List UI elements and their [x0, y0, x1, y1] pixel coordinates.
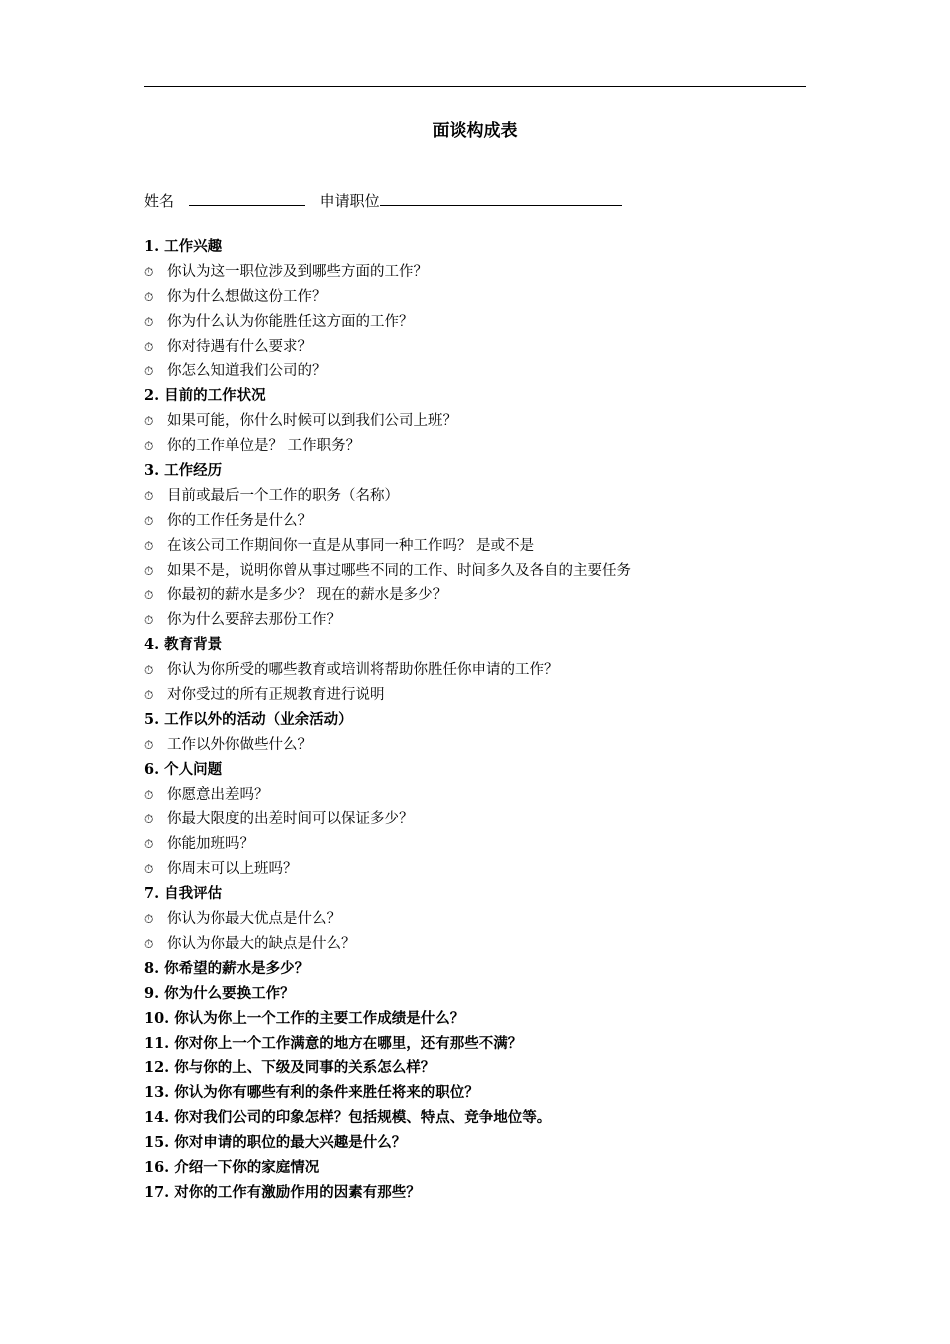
question-text: 你认为你所受的哪些教育或培训将帮助你胜任你申请的工作？ [167, 662, 559, 679]
section-heading: 17. 对你的工作有激励作用的因素有那些？ [144, 1183, 421, 1201]
question-item [144, 484, 824, 509]
question-text: 你为什么认为你能胜任这方面的工作？ [167, 313, 414, 330]
section-heading: 14. 你对我们公司的印象怎样？包括规模、特点、竞争地位等。 [144, 1109, 552, 1127]
section-heading: 2. 目前的工作状况 [144, 387, 266, 405]
question-item [144, 608, 824, 633]
question-item [144, 509, 824, 534]
clock-bullet-icon: ⏱ [144, 364, 154, 379]
question-text: 你认为你最大优点是什么？ [167, 911, 341, 928]
question-text: 你愿意出差吗？ [167, 786, 269, 803]
clock-bullet-icon: ⏱ [144, 538, 154, 553]
clock-bullet-icon: ⏱ [144, 314, 154, 329]
section-heading: 1. 工作兴趣 [144, 238, 223, 255]
question-item [144, 335, 824, 360]
question-item [144, 857, 824, 882]
clock-bullet-icon: ⏱ [144, 488, 154, 503]
clock-bullet-icon: ⏱ [144, 812, 154, 827]
question-item [144, 683, 824, 708]
question-text: 对你受过的所有正规教育进行说明 [167, 687, 385, 704]
question-item [144, 409, 824, 434]
question-item [144, 832, 824, 857]
question-text: 你认为这一职位涉及到哪些方面的工作？ [167, 263, 428, 280]
section-heading: 13. 你认为你有哪些有利的条件来胜任将来的职位？ [144, 1084, 479, 1102]
question-item [144, 260, 824, 285]
question-item [144, 310, 824, 335]
clock-bullet-icon: ⏱ [144, 439, 154, 454]
section-heading: 8. 你希望的薪水是多少？ [144, 959, 310, 977]
question-text: 你能加班吗？ [167, 836, 254, 853]
question-item [144, 359, 824, 384]
question-text: 在该公司工作期间你一直是从事同一种工作吗？ 是或不是 [167, 537, 535, 554]
name-blank[interactable] [189, 191, 305, 206]
question-item [144, 807, 824, 832]
section-heading: 15. 你对申请的职位的最大兴趣是什么？ [144, 1134, 407, 1152]
question-item [144, 434, 824, 459]
clock-bullet-icon: ⏱ [144, 862, 154, 877]
clock-bullet-icon: ⏱ [144, 613, 154, 628]
clock-bullet-icon: ⏱ [144, 588, 154, 603]
section-heading: 11. 你对你上一个工作满意的地方在哪里，还有那些不满？ [144, 1034, 523, 1052]
clock-bullet-icon: ⏱ [144, 787, 154, 802]
question-item [144, 932, 824, 957]
question-text: 你最初的薪水是多少？ 现在的薪水是多少？ [167, 587, 448, 604]
section-heading: 16. 介绍一下你的家庭情况 [144, 1158, 320, 1176]
question-item [144, 534, 824, 559]
question-text: 如果不是，说明你曾从事过哪些不同的工作、时间多久及各自的主要任务 [167, 562, 631, 579]
question-item [144, 285, 824, 310]
question-item [144, 733, 824, 758]
question-text: 你为什么想做这份工作？ [167, 288, 327, 305]
clock-bullet-icon: ⏱ [144, 339, 154, 354]
question-text: 你的工作任务是什么？ [167, 512, 312, 529]
question-text: 你为什么要辞去那份工作？ [167, 612, 341, 629]
question-text: 你的工作单位是？ 工作职务？ [167, 438, 361, 455]
section-heading: 12. 你与你的上、下级及同事的关系怎么样？ [144, 1059, 436, 1077]
clock-bullet-icon: ⏱ [144, 563, 154, 578]
position-blank[interactable] [380, 191, 622, 206]
clock-bullet-icon: ⏱ [144, 737, 154, 752]
clock-bullet-icon: ⏱ [144, 414, 154, 429]
page-title: 面谈构成表 [432, 121, 518, 141]
clock-bullet-icon: ⏱ [144, 264, 154, 279]
question-item [144, 559, 824, 584]
question-text: 工作以外你做些什么？ [167, 736, 312, 753]
clock-bullet-icon: ⏱ [144, 688, 154, 703]
position-label: 申请职位 [319, 192, 380, 210]
header-rule [144, 86, 806, 87]
applicant-fields [144, 190, 622, 211]
question-item [144, 658, 824, 683]
section-heading: 10. 你认为你上一个工作的主要工作成绩是什么？ [144, 1009, 465, 1027]
section-heading: 5. 工作以外的活动（业余活动） [144, 710, 353, 728]
section-heading: 7. 自我评估 [144, 885, 223, 903]
question-item [144, 583, 824, 608]
clock-bullet-icon: ⏱ [144, 837, 154, 852]
question-text: 你最大限度的出差时间可以保证多少？ [167, 811, 414, 828]
question-item [144, 907, 824, 932]
question-item [144, 783, 824, 808]
question-text: 你怎么知道我们公司的？ [167, 363, 327, 380]
question-list [144, 235, 824, 1206]
question-text: 你对待遇有什么要求？ [167, 338, 312, 355]
clock-bullet-icon: ⏱ [144, 289, 154, 304]
section-heading: 6. 个人问题 [144, 760, 223, 778]
clock-bullet-icon: ⏱ [144, 513, 154, 528]
section-heading: 9. 你为什么要换工作？ [144, 984, 295, 1002]
question-text: 你认为你最大的缺点是什么？ [167, 935, 356, 952]
clock-bullet-icon: ⏱ [144, 912, 154, 927]
section-heading: 3. 工作经历 [144, 462, 223, 480]
section-heading: 4. 教育背景 [144, 636, 223, 654]
question-text: 如果可能，你什么时候可以到我们公司上班？ [167, 413, 457, 430]
clock-bullet-icon: ⏱ [144, 663, 154, 678]
question-text: 你周末可以上班吗？ [167, 861, 298, 878]
name-label: 姓名 [144, 192, 175, 210]
question-text: 目前或最后一个工作的职务（名称） [167, 487, 399, 504]
clock-bullet-icon: ⏱ [144, 936, 154, 951]
